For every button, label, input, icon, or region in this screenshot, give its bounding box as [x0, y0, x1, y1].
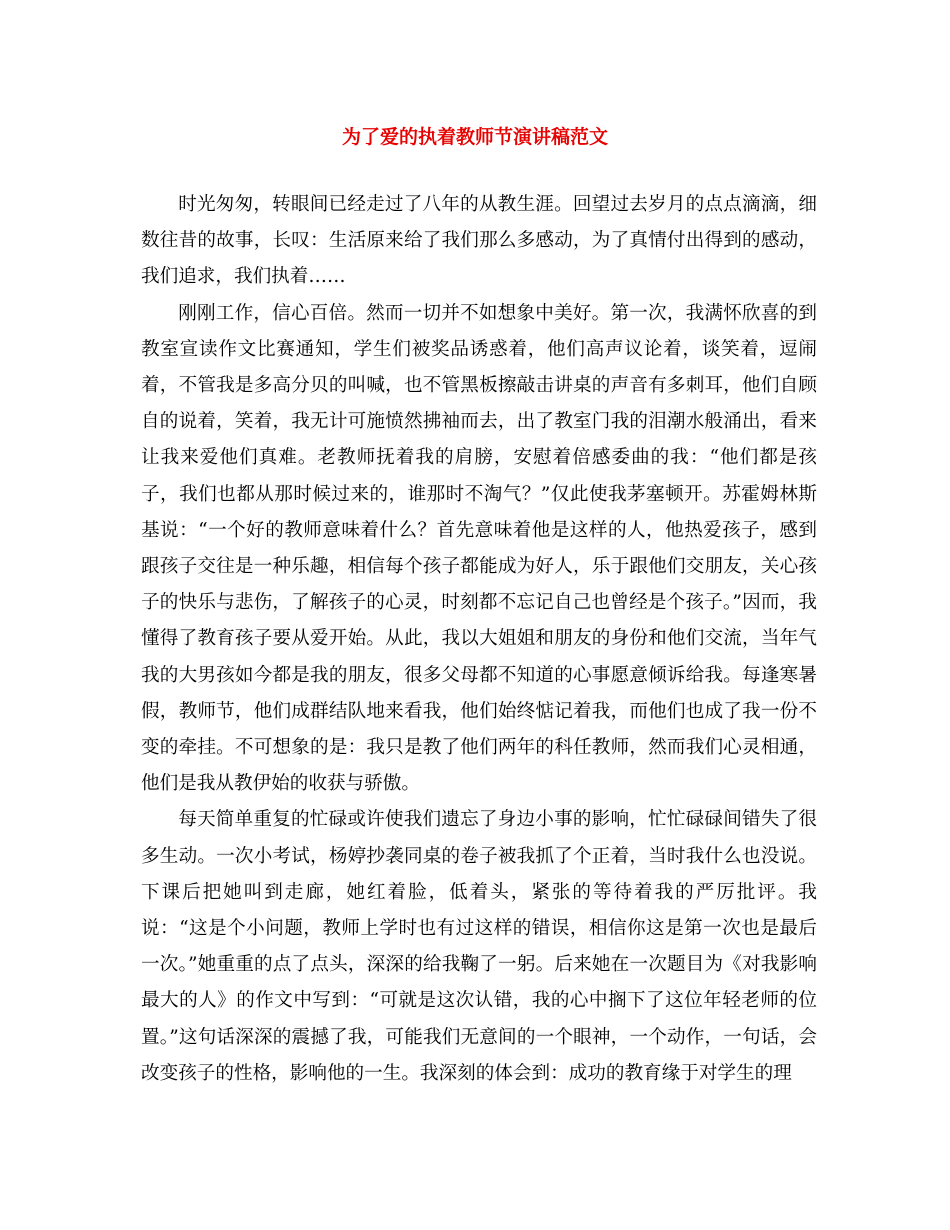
document-body: [141, 187, 817, 1092]
paragraph-1: 时光匆匆，转眼间已经走过了八年的从教生涯。回望过去岁月的点点滴滴，细数往昔的故事，长叹：生活原来给了我们那么多感动，为了真情付出得到的感动，我们追求，我们执着……: [141, 194, 817, 288]
document-title: 为了爱的执着教师节演讲稿范文: [341, 126, 608, 148]
paragraph-3: 每天简单重复的忙碌或许使我们遗忘了身边小事的影响，忙忙碌碌间错失了很多生动。一次小考试，杨婷抄袭同桌的卷子被我抓了个正着，当时我什么也没说。下课后把她叫到走廊，她红着脸，低着头，紧张的等待着我的严厉批评。我说：“这是个小问题，教师上学时也有过这样的错误，相信你这是第一次也是最后一次。”她重重的点了点头，深深的给我鞠了一躬。后来她在一次题目为《对我影响最大的人》的作文中写到：“可就是这次认错，我的心中搁下了这位年轻老师的位置。”这句话深深的震撼了我，可能我们无意间的一个眼神，一个动作，一句话，会改变孩子的性格，影响他的一生。我深刻的体会到：成功的教育缘于对学生的理: [141, 809, 817, 1084]
paragraph-2: 刚刚工作，信心百倍。然而一切并不如想象中美好。第一次，我满怀欣喜的到教室宣读作文比赛通知，学生们被奖品诱惑着，他们高声议论着，谈笑着，逗闹着，不管我是多高分贝的叫喊，也不管黑板擦敲击讲桌的声音有多刺耳，他们自顾自的说着，笑着，我无计可施愤然拂袖而去，出了教室门我的泪潮水般涌出，看来让我来爱他们真难。老教师抚着我的肩膀，安慰着倍感委曲的我：“他们都是孩子，我们也都从那时候过来的，谁那时不淘气？”仅此使我茅塞顿开。苏霍姆林斯基说：“一个好的教师意味着什么？首先意味着他是这样的人，他热爱孩子，感到跟孩子交往是一种乐趣，相信每个孩子都能成为好人，乐于跟他们交朋友，关心孩子的快乐与悲伤，了解孩子的心灵，时刻都不忘记自己也曾经是个孩子。”因而，我懂得了教育孩子要从爱开始。从此，我以大姐姐和朋友的身份和他们交流，当年气我的大男孩如今都是我的朋友，很多父母都不知道的心事愿意倾诉给我。每逢寒暑假，教师节，他们成群结队地来看我，他们始终惦记着我，而他们也成了我一份不变的牵挂。不可想象的是：我只是教了他们两年的科任教师，然而我们心灵相通，他们是我从教伊始的收获与骄傲。: [141, 302, 817, 795]
